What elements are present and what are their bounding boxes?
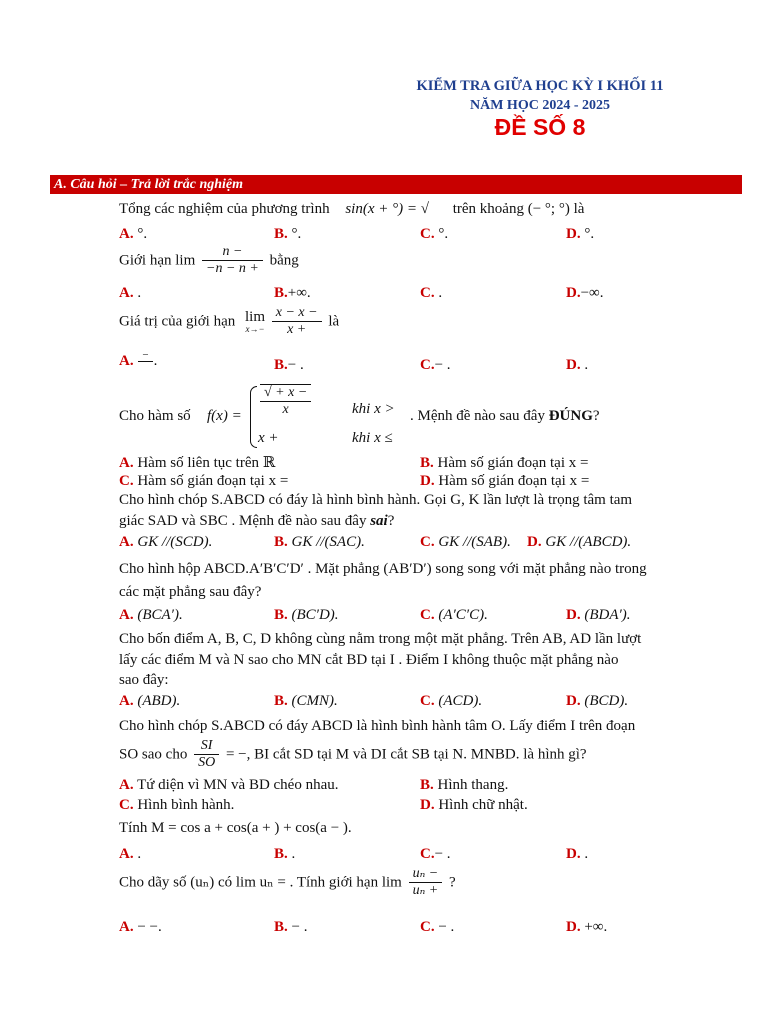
- q9-option-a[interactable]: A. .: [119, 846, 142, 862]
- q1-option-c[interactable]: C. °.: [420, 226, 449, 242]
- q2-option-a[interactable]: A. .: [119, 285, 142, 301]
- q3-option-b[interactable]: B.− .: [274, 357, 304, 373]
- q9-option-b[interactable]: B. .: [274, 846, 296, 862]
- q3-option-a[interactable]: A. − .: [119, 349, 158, 369]
- q9-option-c[interactable]: C.− .: [420, 846, 451, 862]
- exam-number: ĐỀ SỐ 8: [494, 114, 586, 140]
- q1-equation: sin(x + °) = √: [345, 201, 429, 217]
- q7-line-3: sao đây:: [119, 672, 169, 688]
- q1-option-d[interactable]: D. °.: [566, 226, 595, 242]
- q4-case1-fraction: $\frac{√ + x -}{x}$: [260, 384, 311, 418]
- question-2: Giới hạn lim $\frac{n -}{-n - n +}$ bằng: [119, 244, 299, 276]
- q6-line-2: các mặt phẳng sau đây?: [119, 584, 262, 600]
- q3-option-c[interactable]: C.− .: [420, 357, 451, 373]
- q1-stem: Tổng các nghiệm của phương trình: [119, 201, 330, 217]
- q4-case2: x +: [258, 430, 279, 446]
- q5-option-b[interactable]: B. GK //(SAC).: [274, 534, 365, 550]
- q4-function: f(x) =: [207, 408, 242, 424]
- question-10: Cho dãy số (uₙ) có lim uₙ = . Tính giới hạn lim $\frac{\text{uₙ −}}{\text{uₙ +}}$ ?: [119, 866, 456, 898]
- q4-option-b[interactable]: B. Hàm số gián đoạn tại x =: [420, 455, 589, 471]
- q10-option-a[interactable]: A. − −.: [119, 919, 162, 935]
- question-3: Giá trị của giới hạn lim x→− $\frac{x - x -}{x +}$ là: [119, 305, 340, 337]
- q9-stem: Tính M = cos a + cos(a + ) + cos(a − ).: [119, 820, 352, 836]
- question-1: [119, 200, 584, 218]
- q6-option-c[interactable]: C. (A′C′C).: [420, 607, 488, 623]
- q7-option-d[interactable]: D. (BCD).: [566, 693, 629, 709]
- q8-option-d[interactable]: D. Hình chữ nhật.: [420, 797, 528, 813]
- q8-line-1: Cho hình chóp S.ABCD có đáy ABCD là hình bình hành tâm O. Lấy điểm I trên đoạn: [119, 718, 636, 734]
- q2-option-b[interactable]: B.+∞.: [274, 285, 311, 301]
- q6-option-b[interactable]: B. (BC′D).: [274, 607, 339, 623]
- q6-option-a[interactable]: A. (BCA′).: [119, 607, 183, 623]
- q5-option-a[interactable]: A. GK //(SCD).: [119, 534, 213, 550]
- q1-option-a[interactable]: A. °.: [119, 226, 148, 242]
- q3-fraction: $\frac{x - x -}{x +}$: [272, 305, 322, 338]
- q4-tail: . Mệnh đề nào sau đây ĐÚNG?: [410, 408, 600, 424]
- q4-stem: Cho hàm số: [119, 408, 191, 424]
- q6-line-1: Cho hình hộp ABCD.A′B′C′D′ . Mặt phẳng (AB′D′) song song với mặt phẳng nào trong: [119, 561, 647, 577]
- piecewise-brace: [250, 386, 257, 448]
- q1-tail: trên khoảng (− °; °) là: [452, 201, 585, 217]
- q4-option-d[interactable]: D. Hàm số gián đoạn tại x =: [420, 473, 590, 489]
- q5-option-d[interactable]: D. GK //(ABCD).: [527, 534, 632, 550]
- q10-option-d[interactable]: D. +∞.: [566, 919, 608, 935]
- q7-line-2: lấy các điểm M và N sao cho MN cắt BD tại I . Điểm I không thuộc mặt phẳng nào: [119, 652, 619, 668]
- q5-option-c[interactable]: C. GK //(SAB).: [420, 534, 511, 550]
- q4-case2-condition: khi x ≤: [352, 430, 393, 446]
- q9-option-d[interactable]: D. .: [566, 846, 589, 862]
- q5-line-1: Cho hình chóp S.ABCD có đáy là hình bình hành. Gọi G, K lần lượt là trọng tâm tam: [119, 492, 633, 508]
- q8-option-c[interactable]: C. Hình bình hành.: [119, 797, 235, 813]
- q2-option-d[interactable]: D.−∞.: [566, 285, 604, 301]
- q4-option-c[interactable]: C. Hàm số gián đoạn tại x =: [119, 473, 289, 489]
- q4-option-a[interactable]: A. Hàm số liên tục trên ℝ: [119, 455, 276, 471]
- q10-option-b[interactable]: B. − .: [274, 919, 308, 935]
- q7-option-b[interactable]: B. (CMN).: [274, 693, 338, 709]
- exam-title: KIỂM TRA GIỮA HỌC KỲ I KHỐI 11: [416, 78, 664, 94]
- q1-option-b[interactable]: B. °.: [274, 226, 302, 242]
- q10-option-c[interactable]: C. − .: [420, 919, 455, 935]
- q8-line-2: SO sao cho $\frac{SI}{SO}$ = −, BI cắt SD tại M và DI cắt SB tại N. MNBD. là hình gì?: [119, 738, 587, 770]
- q4-case1-condition: khi x >: [352, 401, 395, 417]
- q7-option-c[interactable]: C. (ACD).: [420, 693, 483, 709]
- q5-line-2: giác SAD và SBC . Mệnh đề nào sau đây sai?: [119, 513, 395, 529]
- q2-option-c[interactable]: C. .: [420, 285, 443, 301]
- q3-option-d[interactable]: D. .: [566, 357, 589, 373]
- section-title: A. Câu hỏi – Trả lời trắc nghiệm: [50, 175, 742, 194]
- q2-fraction: $\frac{n -}{-n - n +}$: [202, 244, 263, 277]
- school-year: NĂM HỌC 2024 - 2025: [470, 98, 610, 113]
- q6-option-d[interactable]: D. (BDA′).: [566, 607, 631, 623]
- q7-line-1: Cho bốn điểm A, B, C, D không cùng nằm trong một mặt phẳng. Trên AB, AD lần lượt: [119, 631, 642, 647]
- q8-option-a[interactable]: A. Tứ diện vì MN và BD chéo nhau.: [119, 777, 339, 793]
- q8-option-b[interactable]: B. Hình thang.: [420, 777, 509, 793]
- q7-option-a[interactable]: A. (ABD).: [119, 693, 181, 709]
